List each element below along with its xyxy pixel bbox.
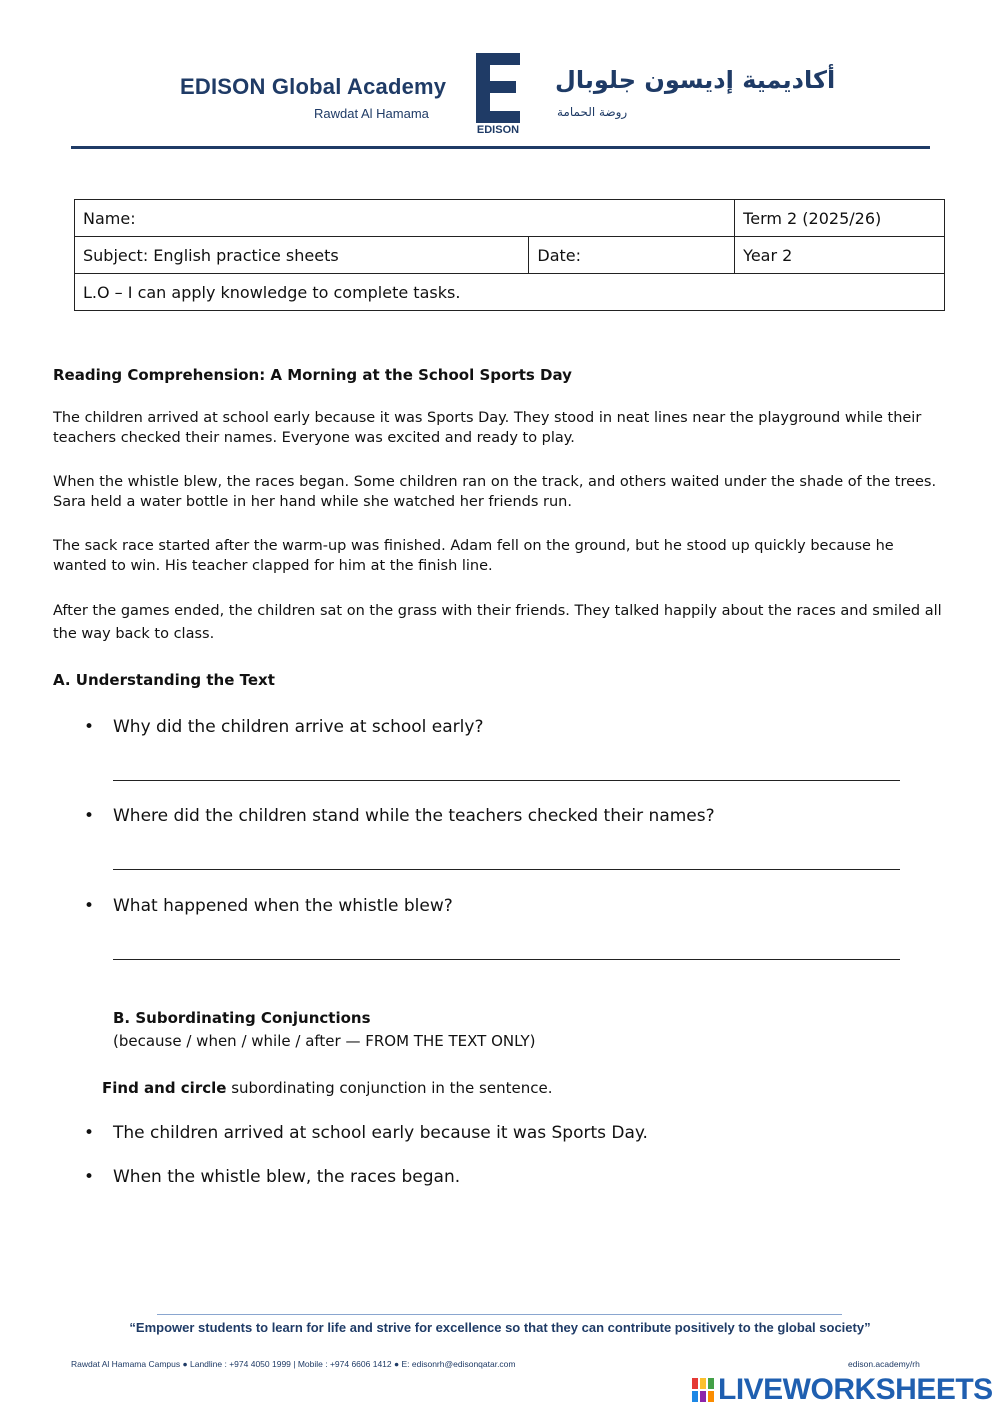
instruction-bold: Find and circle — [102, 1079, 227, 1097]
bullet-icon: • — [84, 1167, 95, 1187]
bullet-icon: • — [84, 1123, 95, 1143]
bullet-icon: • — [84, 896, 95, 916]
edison-e-logo-icon — [474, 53, 522, 123]
question-1: Why did the children arrive at school early? — [113, 717, 484, 737]
bullet-icon: • — [84, 717, 95, 737]
liveworksheets-logo-icon — [692, 1378, 714, 1402]
footer-divider — [157, 1314, 842, 1315]
logo-wordmark: EDISON — [476, 124, 520, 136]
reading-paragraph-2: When the whistle blew, the races began. Some children ran on the track, and others waited under the shade of the trees. Sara held a water bottle in her hand while she watched her friends run. — [53, 474, 937, 510]
term-cell: Term 2 (2025/26) — [735, 200, 945, 237]
question-2: Where did the children stand while the teachers checked their names? — [113, 806, 715, 826]
brand-campus-english: Rawdat Al Hamama — [314, 106, 429, 121]
conjunction-sentence-2[interactable]: When the whistle blew, the races began. — [113, 1167, 461, 1187]
answer-line-1[interactable] — [113, 780, 900, 781]
liveworksheets-watermark: LIVEWORKSHEETS — [718, 1373, 993, 1406]
reading-title: Reading Comprehension: A Morning at the School Sports Day — [53, 366, 572, 384]
learning-objective-cell: L.O – I can apply knowledge to complete tasks. — [75, 274, 945, 311]
section-b-subtitle: (because / when / while / after — FROM THE TEXT ONLY) — [113, 1032, 536, 1050]
bullet-icon: • — [84, 806, 95, 826]
section-a-title: A. Understanding the Text — [53, 671, 275, 689]
reading-paragraph-3: The sack race started after the warm-up was finished. Adam fell on the ground, but he stood up quickly because he wanted to win. His teacher clapped for him at the finish line. — [53, 538, 894, 574]
date-field[interactable]: Date: — [529, 237, 735, 274]
answer-line-2[interactable] — [113, 869, 900, 870]
header-divider — [71, 146, 930, 149]
reading-paragraph-1: The children arrived at school early because it was Sports Day. They stood in neat lines near the playground while their teachers checked their names. Everyone was excited and ready to play. — [53, 410, 922, 446]
school-motto: “Empower students to learn for life and strive for excellence so that they can contribute positively to the global society” — [129, 1320, 871, 1335]
name-field[interactable]: Name: — [75, 200, 735, 237]
contact-details: Rawdat Al Hamama Campus ● Landline : +974 4050 1999 | Mobile : +974 6606 1412 ● E: edisonrh@edisonqatar.com — [71, 1359, 516, 1369]
section-b-instruction — [102, 1079, 552, 1097]
section-b-title: B. Subordinating Conjunctions — [113, 1009, 371, 1027]
brand-name-arabic: أكاديمية إديسون جلوبال — [555, 66, 836, 94]
reading-paragraph-4: After the games ended, the children sat on the grass with their friends. They talked happily about the races and smiled all the way back to class. — [53, 603, 942, 642]
brand-campus-arabic: روضة الحمامة — [557, 105, 628, 119]
brand-name-english: EDISON Global Academy — [180, 74, 447, 99]
website-link[interactable]: edison.academy/rh — [848, 1359, 920, 1369]
conjunction-sentence-1[interactable]: The children arrived at school early because it was Sports Day. — [113, 1123, 648, 1143]
subject-cell: Subject: English practice sheets — [75, 237, 529, 274]
answer-line-3[interactable] — [113, 959, 900, 960]
question-3: What happened when the whistle blew? — [113, 896, 453, 916]
instruction-rest: subordinating conjunction in the sentence. — [226, 1079, 553, 1097]
year-cell: Year 2 — [735, 237, 945, 274]
student-info-table — [74, 199, 945, 311]
